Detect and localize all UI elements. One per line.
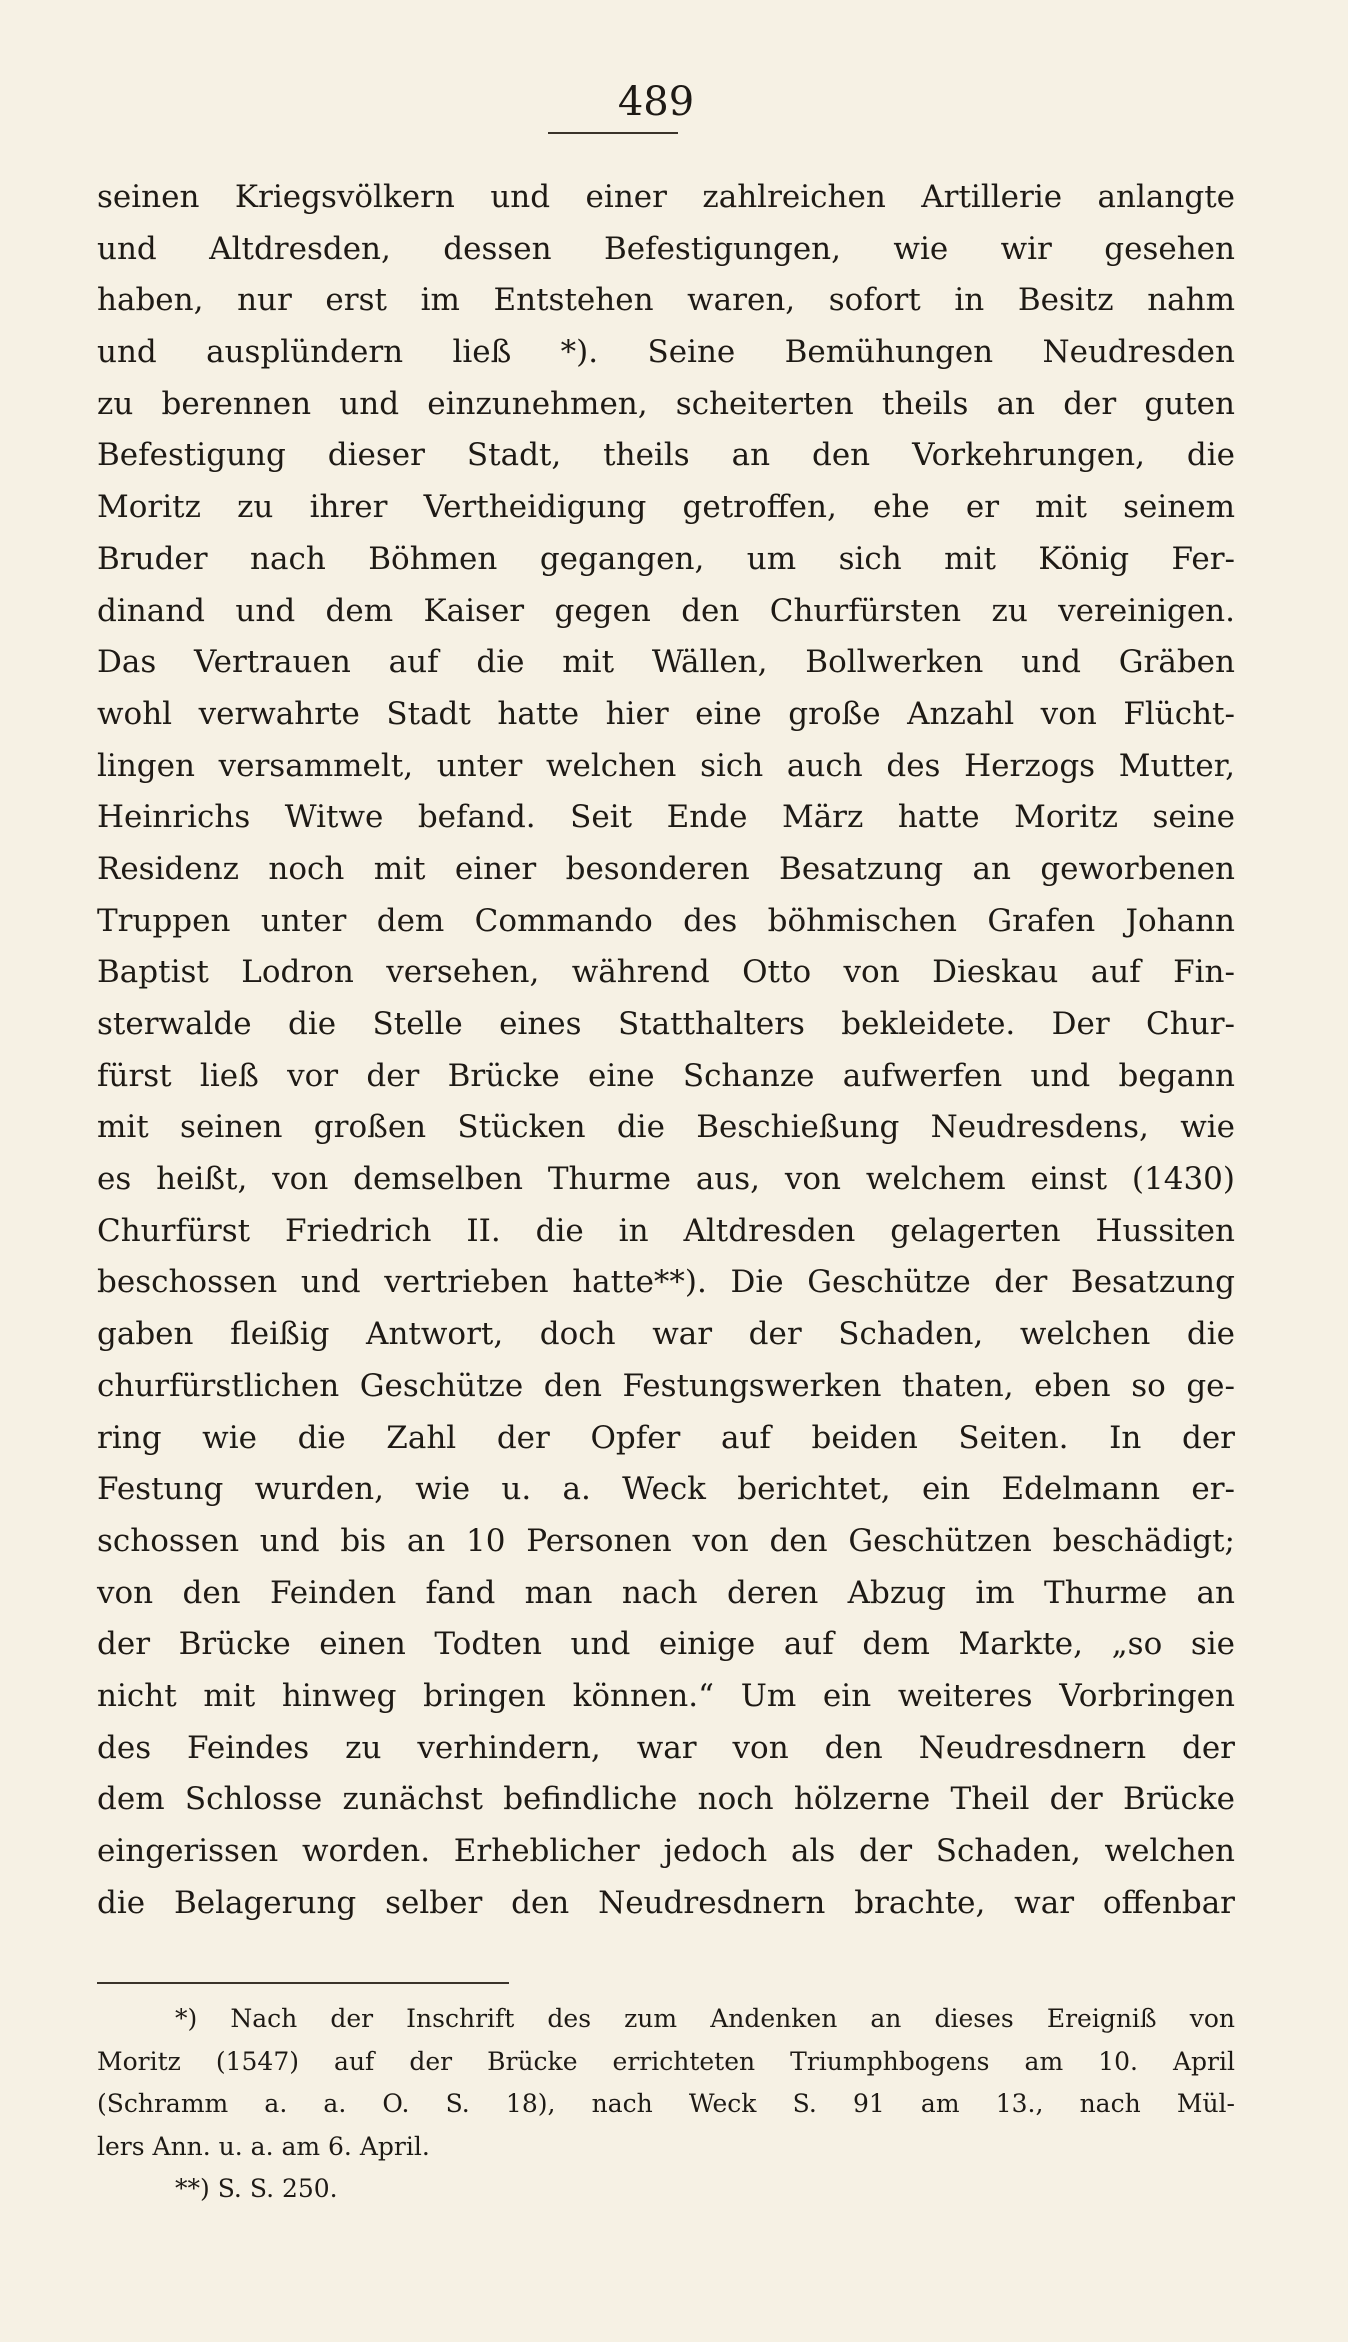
text-line: churfürstlichen Geschütze den Festungswerken thaten, eben so ge- <box>97 1367 1235 1404</box>
text-line: Truppen unter dem Commando des böhmischen Grafen Johann <box>97 902 1235 939</box>
header-rule <box>548 132 678 134</box>
text-line: der Brücke einen Todten und einige auf dem Markte, „so sie <box>97 1626 1235 1663</box>
footnote-line: Moritz (1547) auf der Brücke errichteten Triumphbogens am 10. April <box>97 2046 1235 2076</box>
body-text <box>97 172 1235 1929</box>
footnote-line: (Schramm a. a. O. S. 18), nach Weck S. 91 am 13., nach Mül- <box>97 2089 1235 2119</box>
text-line: schossen und bis an 10 Personen von den Geschützen beschädigt; <box>97 1522 1235 1559</box>
text-line: Heinrichs Witwe befand. Seit Ende März hatte Moritz seine <box>97 799 1235 836</box>
text-line: sterwalde die Stelle eines Statthalters bekleidete. Der Chur- <box>97 1006 1235 1042</box>
text-line: lingen versammelt, unter welchen sich auch des Herzogs Mutter, <box>97 747 1235 784</box>
text-line: Festung wurden, wie u. a. Weck berichtet, ein Edelmann er- <box>97 1471 1235 1508</box>
text-line: die Belagerung selber den Neudresdnern brachte, war offenbar <box>97 1884 1235 1921</box>
footnotes <box>97 1998 1235 2211</box>
text-line: beschossen und vertrieben hatte**). Die Geschütze der Besatzung <box>97 1264 1235 1301</box>
page-number: 489 <box>617 79 695 125</box>
text-line: Churfürst Friedrich II. die in Altdresden gelagerten Hussiten <box>97 1212 1235 1249</box>
text-line: Baptist Lodron versehen, während Otto von Dieskau auf Fin- <box>97 954 1235 991</box>
text-line: Moritz zu ihrer Vertheidigung getroffen, ehe er mit seinem <box>97 489 1235 526</box>
footnote-line: **) S. S. 250. <box>175 2174 338 2204</box>
text-line: wohl verwahrte Stadt hatte hier eine große Anzahl von Flücht- <box>97 695 1235 732</box>
text-line: Befestigung dieser Stadt, theils an den Vorkehrungen, die <box>97 437 1235 474</box>
text-line: haben, nur erst im Entstehen waren, sofort in Besitz nahm <box>97 282 1235 319</box>
text-line: des Feindes zu verhindern, war von den Neudresdnern der <box>97 1729 1235 1766</box>
text-line: seinen Kriegsvölkern und einer zahlreichen Artillerie anlangte <box>97 179 1235 215</box>
text-line: es heißt, von demselben Thurme aus, von welchem einst (1430) <box>97 1161 1235 1198</box>
text-line: eingerissen worden. Erheblicher jedoch als der Schaden, welchen <box>97 1833 1235 1869</box>
footnote-rule <box>97 1982 509 1984</box>
text-line: von den Feinden fand man nach deren Abzug im Thurme an <box>97 1574 1235 1611</box>
text-line: dinand und dem Kaiser gegen den Churfürsten zu vereinigen. <box>97 592 1235 629</box>
text-line: fürst ließ vor der Brücke eine Schanze aufwerfen und begann <box>97 1057 1235 1094</box>
text-line: gaben fleißig Antwort, doch war der Schaden, welchen die <box>97 1316 1235 1353</box>
text-line: ring wie die Zahl der Opfer auf beiden Seiten. In der <box>97 1419 1235 1456</box>
text-line: Das Vertrauen auf die mit Wällen, Bollwerken und Gräben <box>97 644 1235 681</box>
text-line: zu berennen und einzunehmen, scheiterten theils an der guten <box>97 385 1235 422</box>
footnote-line: *) Nach der Inschrift des zum Andenken an dieses Ereigniß von <box>175 2004 1235 2033</box>
text-line: dem Schlosse zunächst befindliche noch hölzerne Theil der Brücke <box>97 1781 1235 1818</box>
text-line: Bruder nach Böhmen gegangen, um sich mit König Fer- <box>97 540 1235 577</box>
text-line: mit seinen großen Stücken die Beschießung Neudresdens, wie <box>97 1109 1235 1146</box>
footnote-line: lers Ann. u. a. am 6. April. <box>97 2131 430 2161</box>
text-line: und Altdresden, dessen Befestigungen, wie wir gesehen <box>97 230 1235 267</box>
text-line: nicht mit hinweg bringen können.“ Um ein weiteres Vorbringen <box>97 1677 1235 1714</box>
text-line: und ausplündern ließ *). Seine Bemühungen Neudresden <box>97 334 1235 371</box>
text-line: Residenz noch mit einer besonderen Besatzung an geworbenen <box>97 850 1235 887</box>
